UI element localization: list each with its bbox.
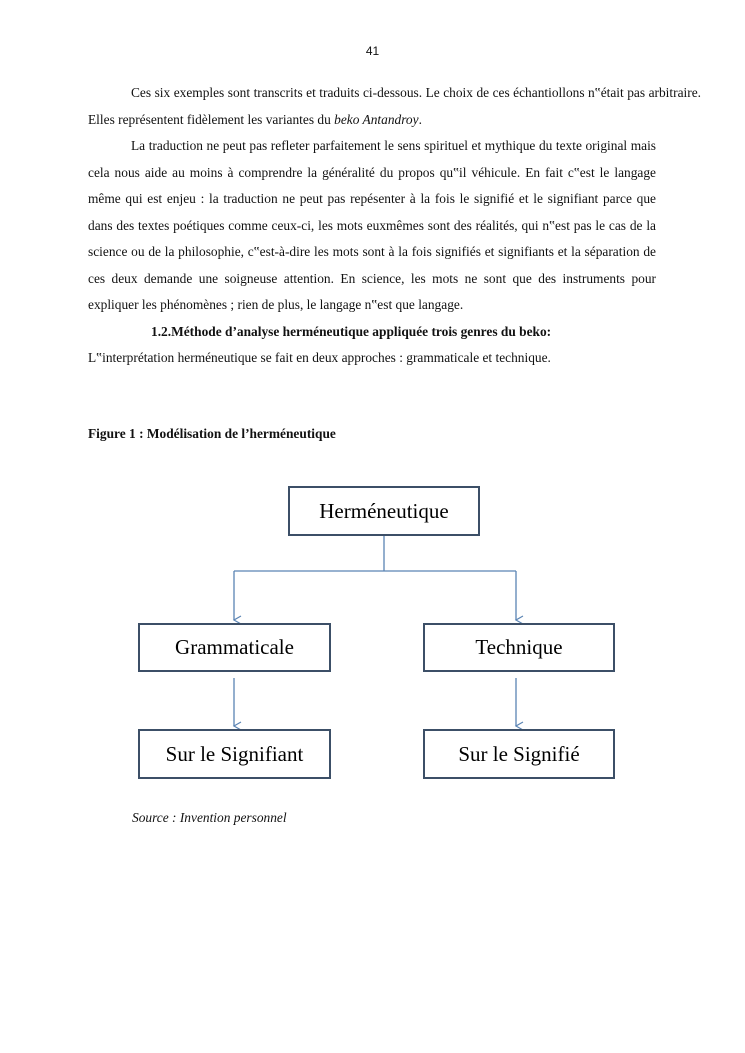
figure-source: Source : Invention personnel [132,810,287,825]
box-sur-le-signifie: Sur le Signifié [423,729,615,779]
page-number: 41 [365,44,380,58]
figure-title: Figure 1 : Modélisation de l’herméneutique [88,426,336,441]
paragraph-1-italic: beko Antandroy [334,111,419,127]
paragraph-1 [88,80,701,133]
paragraph-1-end: . [418,111,422,127]
box-sur-le-signifiant: Sur le Signifiant [138,729,331,779]
paragraph-2: La traduction ne peut pas refleter parfaitement le sens spirituel et mythique du texte original mais cela nous aide au moins à comprendre la généralité du propos qu‟il véhicule. En fait c‟est le langage même qui est enjeu : la traduction ne peut pas repésenter à la fois le signifié et le signifiant parce que dans des textes poétiques comme ceux-ci, les mots euxmêmes sont des réalités, qui n‟est pas le cas de la science ou de la philosophie, c‟est-à-dire les mots sont à la fois signifiés et signifiants et la séparation de ces deux demande une soigneuse attention. En science, les mots ne sont que des instruments pour expliquer les phénomènes ; rien de plus, le langage n‟est que langage. [88,138,656,312]
section-heading: 1.2.Méthode d’analyse herméneutique appliquée trois genres du beko: [151,323,552,339]
body-text [88,80,701,372]
box-technique: Technique [423,623,615,672]
box-grammaticale: Grammaticale [138,623,331,672]
paragraph-1-text: Ces six exemples sont transcrits et traduits ci-dessous. Le choix de ces échantiollons n‟était pas arbitraire. Elles représentent fidèlement les variantes du [88,85,701,127]
paragraph-3: L‟interprétation herméneutique se fait en deux approches : grammaticale et technique. [88,350,551,365]
box-hermeneutique: Herméneutique [288,486,480,536]
